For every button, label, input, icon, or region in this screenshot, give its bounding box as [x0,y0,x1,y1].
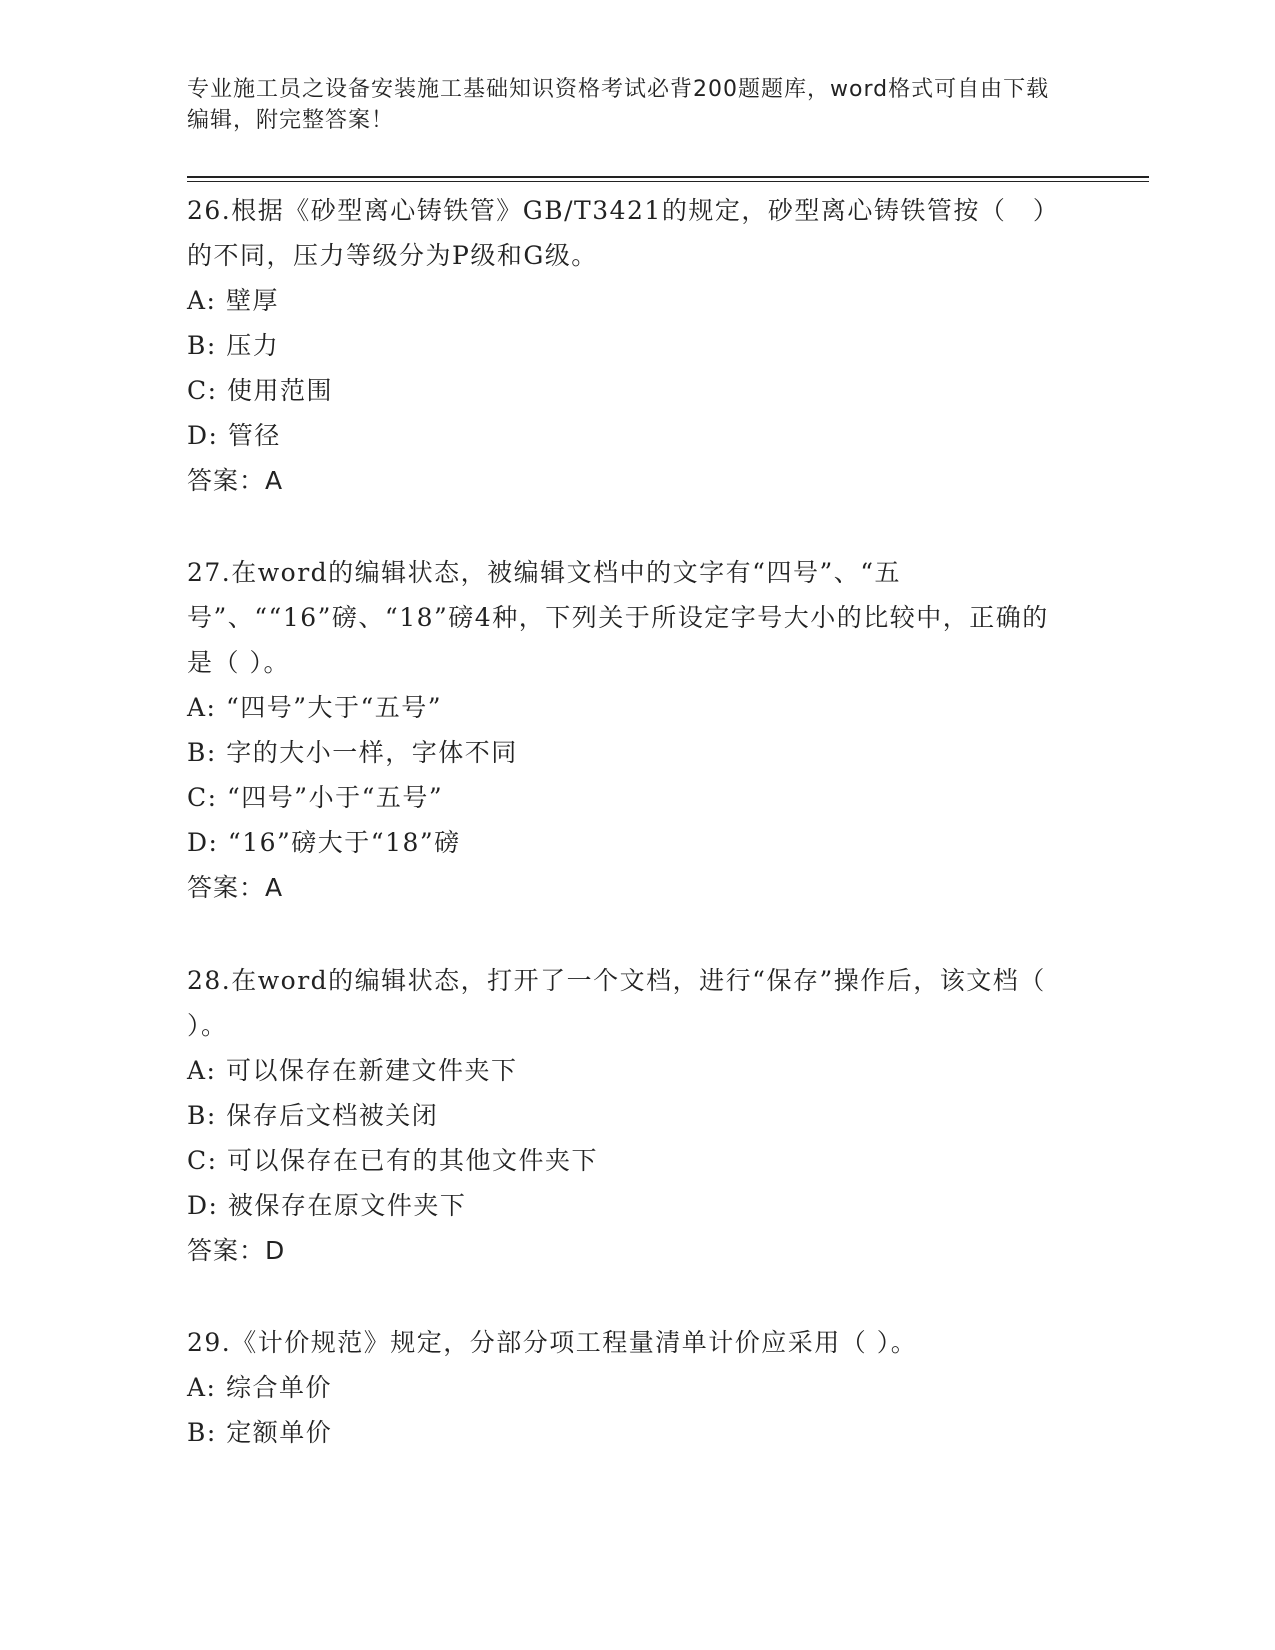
answer-line: 答案：A [187,466,284,495]
option-key: C: [187,1146,218,1175]
option-text: 被保存在原文件夹下 [227,1191,467,1220]
document-header: 专业施工员之设备安装施工基础知识资格考试必背200题题库，word格式可自由下载编辑，附完整答案！ [187,77,1050,133]
option-a [187,278,1067,323]
header-divider-thin [187,181,1149,182]
option-key: C: [187,376,218,405]
question-stem: 28.在word的编辑状态，打开了一个文档，进行“保存”操作后，该文档（ ）。 [187,966,1046,1040]
question-stem: 26.根据《砂型离心铸铁管》GB/T3421的规定，砂型离心铸铁管按（ ）的不同，压力等级分为P级和G级。 [187,196,1060,270]
option-key: A: [187,693,217,722]
option-c [187,1138,1067,1183]
option-text: “16”磅大于“18”磅 [227,828,461,857]
option-key: B: [187,1101,217,1130]
option-text: 壁厚 [225,286,279,315]
option-a [187,685,1067,730]
option-text: “四号”大于“五号” [225,693,443,722]
option-b [187,323,1067,368]
option-d [187,820,1067,865]
option-text: 可以保存在新建文件夹下 [225,1056,518,1085]
option-a [187,1365,1067,1410]
option-text: 可以保存在已有的其他文件夹下 [227,1146,599,1175]
question-stem: 27.在word的编辑状态，被编辑文档中的文字有“四号”、“五号”、““16”磅、“18”磅4种，下列关于所设定字号大小的比较中，正确的是（ ）。 [187,558,1049,677]
question-28 [187,958,1067,1273]
question-27 [187,550,1067,910]
option-d [187,413,1067,458]
option-d [187,1183,1067,1228]
option-c [187,368,1067,413]
option-key: A: [187,1373,217,1402]
option-key: D: [187,421,219,450]
option-key: D: [187,1191,219,1220]
question-stem: 29.《计价规范》规定，分部分项工程量清单计价应采用（ ）。 [187,1328,918,1357]
option-text: 压力 [226,331,280,360]
option-b [187,730,1067,775]
option-b [187,1410,1067,1455]
question-29 [187,1320,1067,1455]
option-key: D: [187,828,219,857]
question-26 [187,188,1067,503]
option-key: C: [187,783,218,812]
option-b [187,1093,1067,1138]
header-divider-thick [187,176,1149,178]
option-key: A: [187,1056,217,1085]
option-key: B: [187,331,217,360]
option-text: “四号”小于“五号” [227,783,444,812]
answer-line: 答案：D [187,1236,286,1265]
option-key: B: [187,1418,217,1447]
answer-line: 答案：A [187,873,284,902]
option-text: 字的大小一样，字体不同 [226,738,518,767]
option-a [187,1048,1067,1093]
option-text: 综合单价 [225,1373,332,1402]
option-text: 定额单价 [226,1418,333,1447]
option-text: 管径 [227,421,281,450]
option-c [187,775,1067,820]
option-text: 使用范围 [227,376,334,405]
option-key: A: [187,286,217,315]
option-text: 保存后文档被关闭 [226,1101,439,1130]
option-key: B: [187,738,217,767]
